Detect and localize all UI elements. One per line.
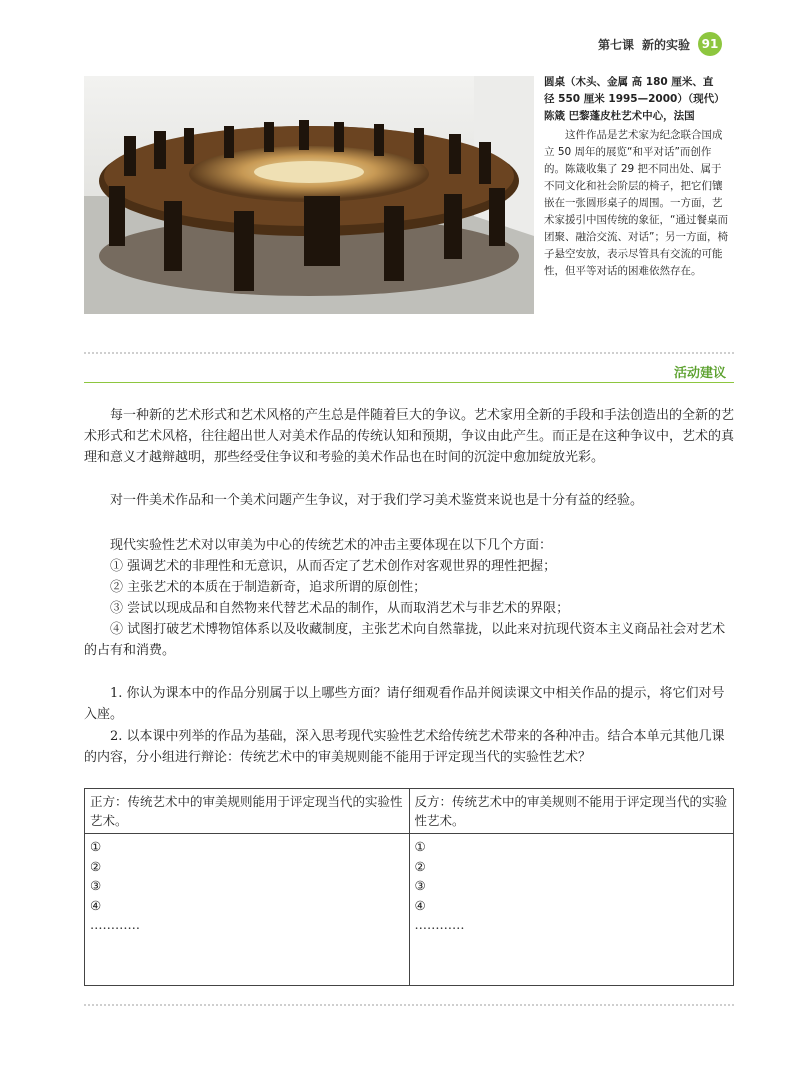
pro-marker-2: ② [90,858,102,874]
section-title: 活动建议 [673,366,726,381]
pro-side-title: 正方：传统艺术中的审美规则能用于评定现当代的实验性艺术。 [85,789,410,834]
con-marker-2: ② [414,858,426,874]
dotted-divider-top [84,352,734,354]
lesson-name: 新的实验 [641,37,690,52]
impact-item-3: ③ 尝试以现成品和自然物来代替艺术品的制作，从而取消艺术与非艺术的界限； [110,601,570,616]
debate-table [84,788,734,986]
impact-item-2: ② 主张艺术的本质在于制造新奇，追求所谓的原创性； [110,580,427,595]
impact-intro: 现代实验性艺术对以审美为中心的传统艺术的冲击主要体现在以下几个方面： [110,538,553,553]
pro-marker-1: ① [90,839,102,854]
caption-body: 这件作品是艺术家为纪念联合国成立 50 周年的展览“和平对话”而创作的。陈箴收集了 29 把不同出处、属于不同文化和社会阶层的椅子，把它们镶嵌在一张圆形桌子的周围。一方面，艺术家援引中国传统的象征，“通过餐桌而团聚、融洽交流、对话”；另一方面，椅子悬空安放，表示尽管具有交流的可能性，但平等对话的困难依然存在。 [544,129,728,277]
caption-title-line-2: 径 550 厘米 1995—2000）（现代） [544,93,725,105]
pro-marker-4: ④ [90,897,102,913]
con-side-title: 反方：传统艺术中的审美规则不能用于评定现当代的实验性艺术。 [409,789,734,834]
dotted-divider-bottom [84,1004,734,1006]
question-2: 2. 以本课中列举的作品为基础，深入思考现代实验性艺术给传统艺术带来的各种冲击。结合本单元其他几课的内容，分小组进行辩论：传统艺术中的审美规则能不能用于评定现当代的实验性艺术？ [84,729,725,765]
con-marker-1: ① [414,839,426,854]
debate-body-row [85,834,734,986]
pro-marker-3: ③ [90,878,102,893]
section-underline [84,382,734,383]
impact-item-1: ① 强调艺术的非理性和无意识，从而否定了艺术创作对客观世界的理性把握； [110,559,557,574]
page-header [598,32,722,56]
con-marker-3: ③ [414,878,426,893]
paragraph-2: 对一件美术作品和一个美术问题产生争议，对于我们学习美术鉴赏来说也是十分有益的经验。 [110,493,644,508]
pro-side-list[interactable] [85,834,410,986]
caption-title-line-1: 圆桌（木头、金属 高 180 厘米、直 [544,76,714,88]
debate-header-row [85,789,734,834]
pro-marker-ellipsis: ………… [90,917,140,932]
con-side-list[interactable] [409,834,734,986]
page-number-badge: 91 [698,32,722,56]
paragraph-1: 每一种新的艺术形式和艺术风格的产生总是伴随着巨大的争议。艺术家用全新的手段和手法创造出的全新的艺术形式和艺术风格，往往超出世人对美术作品的传统认知和预期，争议由此产生。而正是在这种争议中，艺术的真理和意义才越辩越明，那些经受住争议和考验的美术作品也在时间的沉淀中愈加绽放光彩。 [84,408,735,465]
impact-item-4: ④ 试图打破艺术博物馆体系以及收藏制度，主张艺术向自然靠拢，以此来对抗现代资本主义商品社会对艺术的占有和消费。 [84,622,726,658]
round-table-image [84,76,534,314]
question-1: 1. 你认为课本中的作品分别属于以上哪些方面？请仔细观看作品并阅读课文中相关作品的提示，将它们对号入座。 [84,686,725,722]
impact-list [84,535,734,661]
caption-title-line-3: 陈箴 巴黎蓬皮杜艺术中心，法国 [544,110,695,122]
con-marker-ellipsis: ………… [414,917,465,932]
artwork-photo [84,76,534,314]
artwork-caption [544,74,730,280]
lesson-number: 第七课 [597,37,634,52]
con-marker-4: ④ [414,897,426,913]
